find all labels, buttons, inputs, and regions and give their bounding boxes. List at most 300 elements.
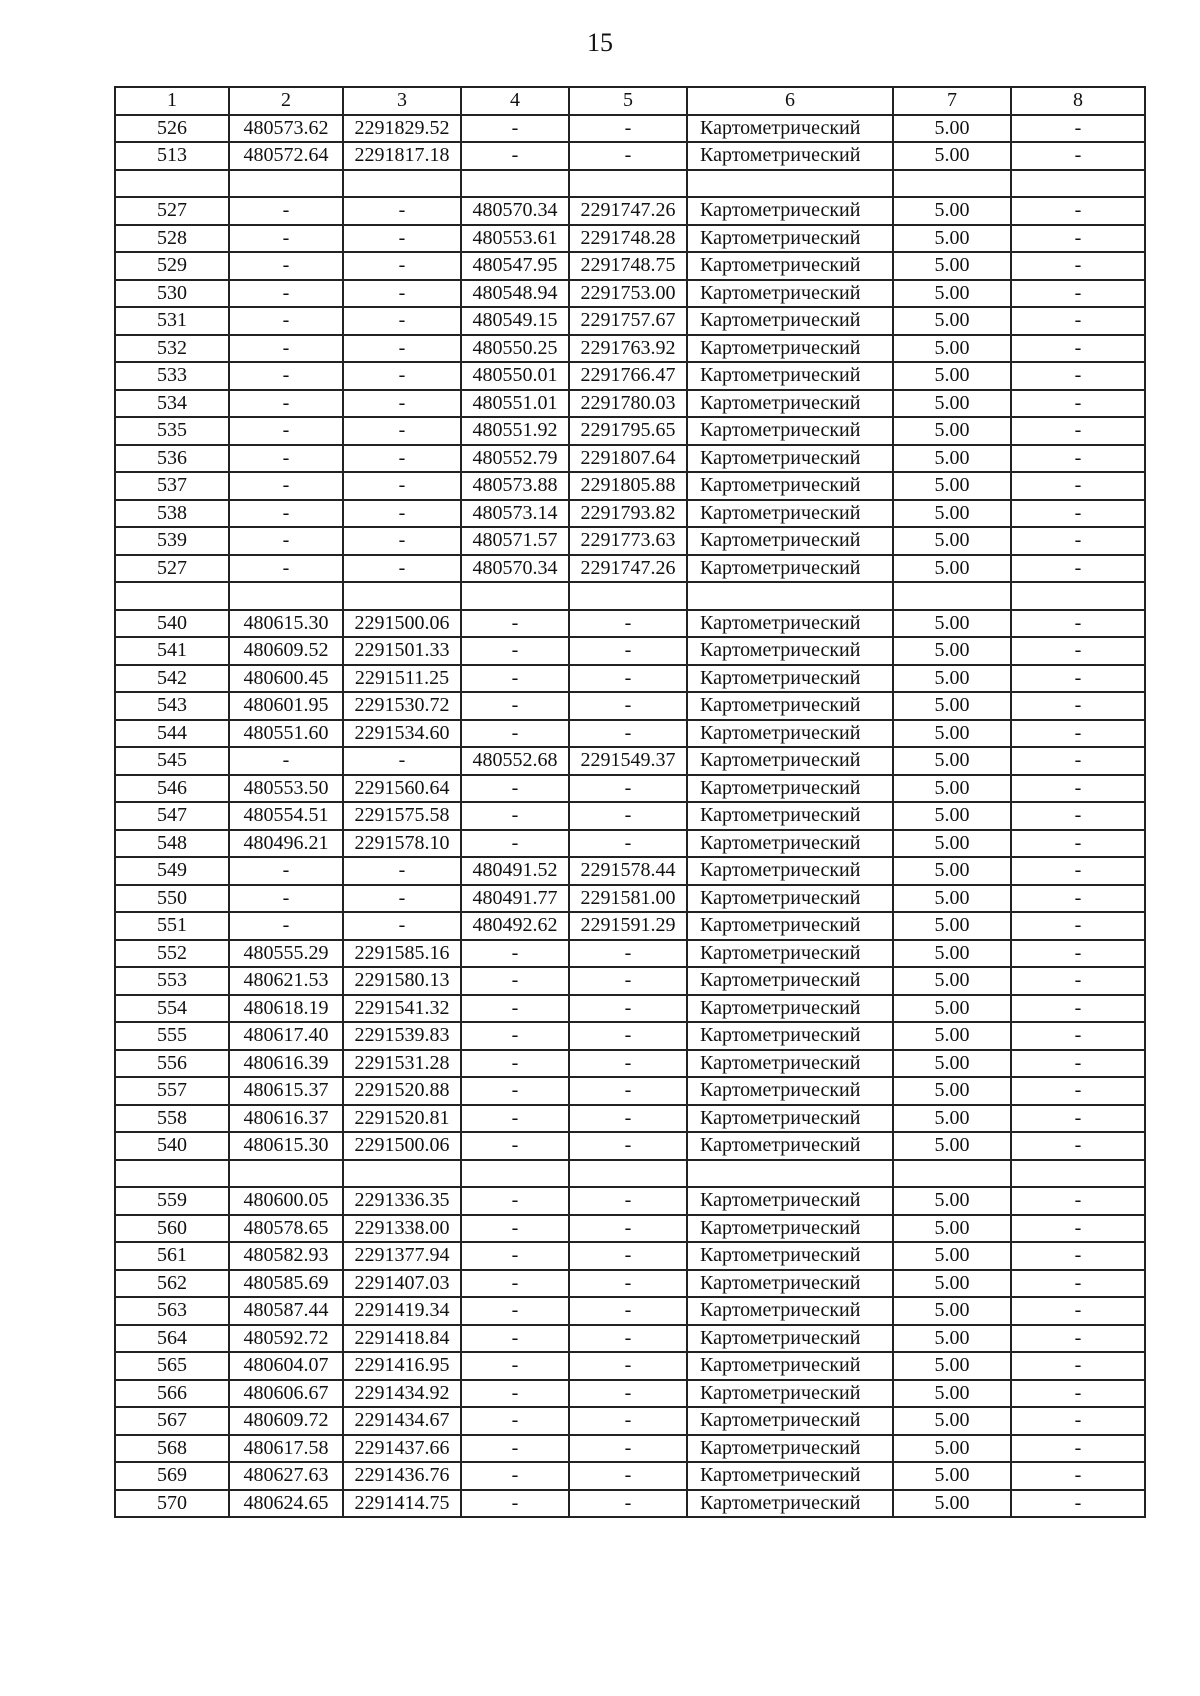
table-cell: 2291591.29 <box>569 912 687 940</box>
table-cell: - <box>461 610 569 638</box>
table-cell: 480627.63 <box>229 1462 343 1490</box>
table-cell: 5.00 <box>893 1022 1011 1050</box>
table-cell: 5.00 <box>893 1077 1011 1105</box>
table-cell: 533 <box>115 362 229 390</box>
table-cell: Картометрический <box>687 610 893 638</box>
table-cell: 2291511.25 <box>343 665 461 693</box>
table-cell: 5.00 <box>893 885 1011 913</box>
table-cell: - <box>569 830 687 858</box>
table-cell: - <box>461 1132 569 1160</box>
table-cell: 535 <box>115 417 229 445</box>
table-cell: Картометрический <box>687 472 893 500</box>
table-cell: 2291757.67 <box>569 307 687 335</box>
table-cell: 2291539.83 <box>343 1022 461 1050</box>
table-row <box>115 857 1145 885</box>
table-cell: Картометрический <box>687 252 893 280</box>
table-cell: - <box>229 252 343 280</box>
table-cell <box>229 1160 343 1188</box>
table-cell: 534 <box>115 390 229 418</box>
table-cell: 480551.01 <box>461 390 569 418</box>
table-cell: 2291763.92 <box>569 335 687 363</box>
table-cell: 5.00 <box>893 692 1011 720</box>
table-cell: Картометрический <box>687 995 893 1023</box>
table-cell: - <box>343 500 461 528</box>
table-cell: 551 <box>115 912 229 940</box>
table-cell: 5.00 <box>893 335 1011 363</box>
table-cell: - <box>461 802 569 830</box>
table-row <box>115 527 1145 555</box>
table-cell: Картометрический <box>687 1407 893 1435</box>
table-cell: - <box>569 1215 687 1243</box>
table-row <box>115 637 1145 665</box>
table-cell: 5.00 <box>893 665 1011 693</box>
table-row <box>115 307 1145 335</box>
table-cell: - <box>1011 142 1145 170</box>
table-cell: 2291407.03 <box>343 1270 461 1298</box>
table-cell: Картометрический <box>687 555 893 583</box>
table-cell: 480601.95 <box>229 692 343 720</box>
table-cell <box>343 1160 461 1188</box>
table-row <box>115 1325 1145 1353</box>
table-cell: Картометрический <box>687 225 893 253</box>
table-cell: 530 <box>115 280 229 308</box>
table-cell: - <box>461 1462 569 1490</box>
table-cell: 553 <box>115 967 229 995</box>
table-cell: Картометрический <box>687 747 893 775</box>
column-number-cell: 3 <box>343 87 461 115</box>
table-cell: - <box>461 1105 569 1133</box>
table-row <box>115 472 1145 500</box>
table-cell <box>569 1160 687 1188</box>
table-cell: - <box>569 1352 687 1380</box>
table-cell: 5.00 <box>893 500 1011 528</box>
table-cell: - <box>461 1325 569 1353</box>
table-cell: 480573.88 <box>461 472 569 500</box>
table-cell: Картометрический <box>687 1270 893 1298</box>
table-cell: 2291747.26 <box>569 555 687 583</box>
table-cell: - <box>461 1380 569 1408</box>
table-row <box>115 225 1145 253</box>
table-cell: 480616.39 <box>229 1050 343 1078</box>
table-cell: 539 <box>115 527 229 555</box>
table-cell: 2291338.00 <box>343 1215 461 1243</box>
table-cell: 480621.53 <box>229 967 343 995</box>
table-cell: - <box>229 197 343 225</box>
table-cell: 2291531.28 <box>343 1050 461 1078</box>
table-cell: - <box>461 940 569 968</box>
table-cell: 480573.62 <box>229 115 343 143</box>
table-cell: 2291434.67 <box>343 1407 461 1435</box>
table-cell: - <box>461 967 569 995</box>
table-cell: - <box>343 197 461 225</box>
table-cell: - <box>229 335 343 363</box>
table-cell: - <box>569 1407 687 1435</box>
table-cell: - <box>1011 1462 1145 1490</box>
table-cell: - <box>1011 885 1145 913</box>
table-cell: - <box>343 912 461 940</box>
table-header-row <box>115 87 1145 115</box>
table-cell: - <box>1011 637 1145 665</box>
table-cell <box>893 170 1011 198</box>
table-cell <box>569 170 687 198</box>
table-cell: - <box>343 885 461 913</box>
table-cell: 480609.72 <box>229 1407 343 1435</box>
table-cell: - <box>229 225 343 253</box>
table-cell: 532 <box>115 335 229 363</box>
table-row <box>115 1380 1145 1408</box>
table-cell: Картометрический <box>687 885 893 913</box>
table-cell: - <box>1011 1325 1145 1353</box>
table-cell: 568 <box>115 1435 229 1463</box>
table-cell: - <box>343 555 461 583</box>
table-row <box>115 1462 1145 1490</box>
table-cell: 480548.94 <box>461 280 569 308</box>
table-cell: 556 <box>115 1050 229 1078</box>
table-cell: 538 <box>115 500 229 528</box>
table-cell: - <box>569 720 687 748</box>
table-cell: - <box>1011 775 1145 803</box>
table-cell: 480606.67 <box>229 1380 343 1408</box>
table-cell: - <box>569 1132 687 1160</box>
table-row <box>115 995 1145 1023</box>
table-cell: - <box>343 747 461 775</box>
table-cell: - <box>229 280 343 308</box>
table-cell: Картометрический <box>687 1242 893 1270</box>
table-cell: Картометрический <box>687 692 893 720</box>
table-cell: Картометрический <box>687 362 893 390</box>
table-cell: 5.00 <box>893 967 1011 995</box>
table-cell: 2291541.32 <box>343 995 461 1023</box>
table-cell: 5.00 <box>893 142 1011 170</box>
table-cell: Картометрический <box>687 1077 893 1105</box>
table-cell: 5.00 <box>893 527 1011 555</box>
table-cell: - <box>1011 527 1145 555</box>
table-cell: - <box>229 912 343 940</box>
table-cell: 480572.64 <box>229 142 343 170</box>
table-row <box>115 1352 1145 1380</box>
table-cell: 5.00 <box>893 1435 1011 1463</box>
column-number-cell: 5 <box>569 87 687 115</box>
table-cell: - <box>461 1270 569 1298</box>
table-cell: 2291520.81 <box>343 1105 461 1133</box>
column-number-cell: 1 <box>115 87 229 115</box>
table-cell: 2291829.52 <box>343 115 461 143</box>
table-row <box>115 665 1145 693</box>
table-cell: 5.00 <box>893 1242 1011 1270</box>
table-cell: - <box>229 527 343 555</box>
table-cell: - <box>1011 1132 1145 1160</box>
table-cell <box>115 1160 229 1188</box>
table-cell: 480616.37 <box>229 1105 343 1133</box>
table-cell: 5.00 <box>893 1407 1011 1435</box>
table-cell: 480578.65 <box>229 1215 343 1243</box>
table-row <box>115 252 1145 280</box>
table-cell: 480553.50 <box>229 775 343 803</box>
table-cell: 570 <box>115 1490 229 1518</box>
table-cell: - <box>569 1297 687 1325</box>
table-row <box>115 830 1145 858</box>
table-cell: 480600.45 <box>229 665 343 693</box>
table-cell: - <box>343 445 461 473</box>
table-cell: - <box>1011 1435 1145 1463</box>
table-cell: - <box>461 830 569 858</box>
table-cell: - <box>1011 830 1145 858</box>
table-row <box>115 142 1145 170</box>
table-row <box>115 610 1145 638</box>
table-cell: - <box>569 1077 687 1105</box>
table-cell: 2291753.00 <box>569 280 687 308</box>
table-cell: Картометрический <box>687 307 893 335</box>
table-cell: - <box>1011 390 1145 418</box>
table-cell: 563 <box>115 1297 229 1325</box>
table-cell: 2291419.34 <box>343 1297 461 1325</box>
table-cell: 5.00 <box>893 417 1011 445</box>
table-cell: - <box>229 555 343 583</box>
table-cell: - <box>1011 1077 1145 1105</box>
table-cell: 480552.79 <box>461 445 569 473</box>
table-cell: 546 <box>115 775 229 803</box>
table-cell: - <box>1011 610 1145 638</box>
page-number: 15 <box>587 28 613 57</box>
table-cell: 536 <box>115 445 229 473</box>
table-row <box>115 1187 1145 1215</box>
table-row <box>115 940 1145 968</box>
table-cell: - <box>1011 335 1145 363</box>
table-cell: - <box>229 472 343 500</box>
table-cell: Картометрический <box>687 1297 893 1325</box>
table-cell <box>461 170 569 198</box>
table-cell: 5.00 <box>893 1490 1011 1518</box>
table-cell: 480587.44 <box>229 1297 343 1325</box>
table-cell: - <box>1011 995 1145 1023</box>
table-cell: 5.00 <box>893 830 1011 858</box>
table-row <box>115 335 1145 363</box>
table-cell: 2291748.28 <box>569 225 687 253</box>
table-cell: - <box>1011 692 1145 720</box>
table-cell: - <box>1011 802 1145 830</box>
table-cell: 480496.21 <box>229 830 343 858</box>
table-cell: Картометрический <box>687 637 893 665</box>
table-cell <box>893 1160 1011 1188</box>
table-cell: - <box>1011 115 1145 143</box>
table-cell: 5.00 <box>893 225 1011 253</box>
table-cell: Картометрический <box>687 1435 893 1463</box>
table-cell: - <box>1011 280 1145 308</box>
table-cell: Картометрический <box>687 1380 893 1408</box>
table-row <box>115 1490 1145 1518</box>
table-cell: 2291530.72 <box>343 692 461 720</box>
table-cell: 2291549.37 <box>569 747 687 775</box>
table-cell: 5.00 <box>893 995 1011 1023</box>
table-cell: 2291578.44 <box>569 857 687 885</box>
table-cell: 565 <box>115 1352 229 1380</box>
table-row <box>115 1077 1145 1105</box>
table-cell: 480609.52 <box>229 637 343 665</box>
table-cell: 558 <box>115 1105 229 1133</box>
table-cell: 2291817.18 <box>343 142 461 170</box>
table-row <box>115 1050 1145 1078</box>
table-cell: - <box>343 390 461 418</box>
table-cell: Картометрический <box>687 445 893 473</box>
table-cell: 5.00 <box>893 197 1011 225</box>
table-cell: - <box>461 1297 569 1325</box>
table-cell: - <box>1011 1242 1145 1270</box>
table-cell: 544 <box>115 720 229 748</box>
table-cell: - <box>1011 1187 1145 1215</box>
column-number-cell: 4 <box>461 87 569 115</box>
table-cell: - <box>1011 555 1145 583</box>
table-cell: - <box>569 637 687 665</box>
table-cell: 557 <box>115 1077 229 1105</box>
table-cell <box>229 582 343 610</box>
table-cell <box>687 582 893 610</box>
table-cell <box>229 170 343 198</box>
table-cell: 2291575.58 <box>343 802 461 830</box>
table-cell: - <box>1011 665 1145 693</box>
table-cell: 5.00 <box>893 1352 1011 1380</box>
table-row <box>115 1022 1145 1050</box>
table-cell: - <box>569 1325 687 1353</box>
table-row <box>115 280 1145 308</box>
table-cell: 526 <box>115 115 229 143</box>
table-row <box>115 1270 1145 1298</box>
table-cell: 480570.34 <box>461 555 569 583</box>
table-row <box>115 775 1145 803</box>
table-cell: 480571.57 <box>461 527 569 555</box>
table-cell: 480585.69 <box>229 1270 343 1298</box>
table-cell: 480624.65 <box>229 1490 343 1518</box>
table-cell: Картометрический <box>687 857 893 885</box>
table-cell: 529 <box>115 252 229 280</box>
table-cell: 5.00 <box>893 472 1011 500</box>
table-cell: - <box>461 637 569 665</box>
table-cell <box>461 582 569 610</box>
table-cell: 5.00 <box>893 362 1011 390</box>
table-row <box>115 885 1145 913</box>
table-cell: 2291434.92 <box>343 1380 461 1408</box>
table-row <box>115 445 1145 473</box>
table-cell: 555 <box>115 1022 229 1050</box>
table-cell: - <box>461 1435 569 1463</box>
table-cell: 527 <box>115 197 229 225</box>
table-cell: - <box>1011 912 1145 940</box>
table-cell: - <box>569 940 687 968</box>
table-cell: Картометрический <box>687 1325 893 1353</box>
table-cell: - <box>569 1435 687 1463</box>
table-cell: - <box>343 225 461 253</box>
table-cell: - <box>343 307 461 335</box>
table-cell: - <box>1011 1050 1145 1078</box>
table-cell: - <box>461 775 569 803</box>
table-cell: 552 <box>115 940 229 968</box>
table-row <box>115 692 1145 720</box>
table-cell: 564 <box>115 1325 229 1353</box>
table-cell: - <box>461 720 569 748</box>
table-cell: - <box>461 1242 569 1270</box>
table-cell: - <box>343 280 461 308</box>
column-number-cell: 2 <box>229 87 343 115</box>
table-cell <box>569 582 687 610</box>
table-cell: 5.00 <box>893 445 1011 473</box>
table-cell: - <box>569 775 687 803</box>
table-cell: Картометрический <box>687 417 893 445</box>
table-cell: 5.00 <box>893 1050 1011 1078</box>
table-cell: - <box>1011 307 1145 335</box>
table-cell: 480600.05 <box>229 1187 343 1215</box>
table-cell: - <box>229 307 343 335</box>
table-cell: - <box>569 142 687 170</box>
table-cell: - <box>569 610 687 638</box>
table-cell: 5.00 <box>893 1380 1011 1408</box>
column-number-cell: 7 <box>893 87 1011 115</box>
table-cell: Картометрический <box>687 390 893 418</box>
table-cell: 569 <box>115 1462 229 1490</box>
table-cell: Картометрический <box>687 720 893 748</box>
table-cell: Картометрический <box>687 527 893 555</box>
table-cell: - <box>343 857 461 885</box>
table-cell: - <box>1011 720 1145 748</box>
table-cell: 528 <box>115 225 229 253</box>
table-cell: 527 <box>115 555 229 583</box>
table-cell: 5.00 <box>893 747 1011 775</box>
table-row <box>115 417 1145 445</box>
table-cell: - <box>569 665 687 693</box>
table-cell: - <box>1011 967 1145 995</box>
table-cell: - <box>1011 1270 1145 1298</box>
table-cell: 480582.93 <box>229 1242 343 1270</box>
table-cell: 5.00 <box>893 857 1011 885</box>
table-cell: 2291807.64 <box>569 445 687 473</box>
table-cell: - <box>569 115 687 143</box>
table-cell: 480617.58 <box>229 1435 343 1463</box>
table-cell: 5.00 <box>893 1187 1011 1215</box>
table-cell: - <box>1011 197 1145 225</box>
table-cell: - <box>1011 472 1145 500</box>
table-cell: 2291578.10 <box>343 830 461 858</box>
table-cell: 2291534.60 <box>343 720 461 748</box>
table-cell: - <box>343 362 461 390</box>
table-row <box>115 802 1145 830</box>
table-cell: 5.00 <box>893 307 1011 335</box>
table-row <box>115 582 1145 610</box>
table-cell <box>461 1160 569 1188</box>
table-cell: 480618.19 <box>229 995 343 1023</box>
table-cell: 2291581.00 <box>569 885 687 913</box>
table-cell: 567 <box>115 1407 229 1435</box>
table-cell: 5.00 <box>893 610 1011 638</box>
table-cell: - <box>1011 940 1145 968</box>
table-cell: - <box>461 1215 569 1243</box>
table-cell: 543 <box>115 692 229 720</box>
table-cell: - <box>1011 747 1145 775</box>
table-cell: 561 <box>115 1242 229 1270</box>
table-cell: Картометрический <box>687 775 893 803</box>
column-number-cell: 8 <box>1011 87 1145 115</box>
table-cell: 2291793.82 <box>569 500 687 528</box>
table-cell: - <box>461 1077 569 1105</box>
table-cell: 5.00 <box>893 1297 1011 1325</box>
table-cell <box>1011 582 1145 610</box>
table-row <box>115 362 1145 390</box>
table-cell: Картометрический <box>687 500 893 528</box>
table-cell: 2291747.26 <box>569 197 687 225</box>
table-cell <box>893 582 1011 610</box>
table-cell: Картометрический <box>687 142 893 170</box>
table-cell: - <box>229 500 343 528</box>
table-cell: 2291500.06 <box>343 1132 461 1160</box>
table-cell: - <box>569 967 687 995</box>
table-cell: Картометрический <box>687 280 893 308</box>
